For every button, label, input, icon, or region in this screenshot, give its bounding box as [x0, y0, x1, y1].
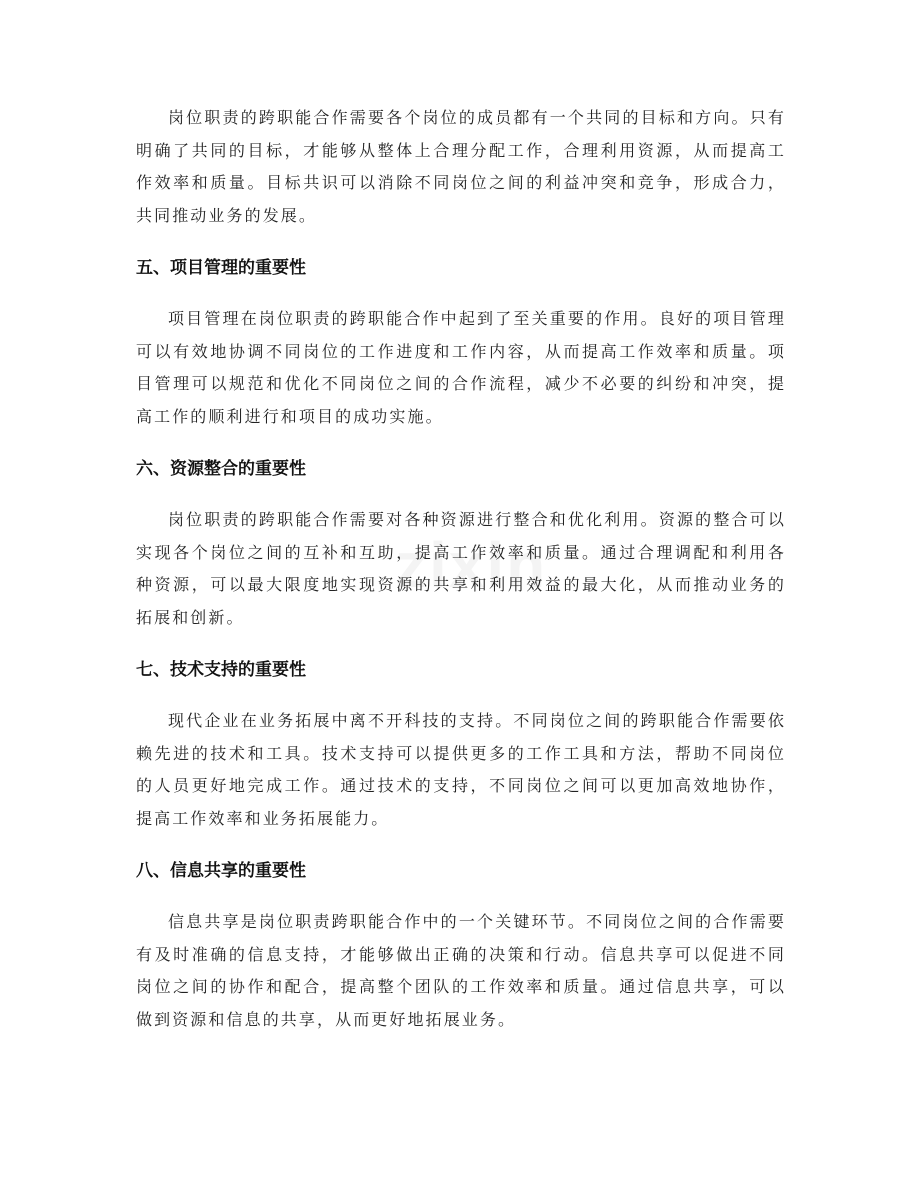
paragraph-resource-integration: 岗位职责的跨职能合作需要对各种资源进行整合和优化利用。资源的整合可以实现各个岗位之间的互补和互助，提高工作效率和质量。通过合理调配和利用各种资源，可以最大限度地实现资源的共享和利用效益的最大化，从而推动业务的拓展和创新。: [136, 510, 786, 627]
paragraph-technical-support: 现代企业在业务拓展中离不开科技的支持。不同岗位之间的跨职能合作需要依赖先进的技术和工具。技术支持可以提供更多的工作工具和方法，帮助不同岗位的人员更好地完成工作。通过技术的支持，不同岗位之间可以更加高效地协作，提高工作效率和业务拓展能力。: [136, 711, 786, 828]
heading-project-management: 五、项目管理的重要性: [136, 258, 306, 278]
document-page: [136, 102, 786, 1036]
heading-technical-support: 七、技术支持的重要性: [136, 660, 306, 680]
paragraph-project-management: 项目管理在岗位职责的跨职能合作中起到了至关重要的作用。良好的项目管理可以有效地协调不同岗位的工作进度和工作内容，从而提高工作效率和质量。项目管理可以规范和优化不同岗位之间的合作流程，减少不必要的纠纷和冲突，提高工作的顺利进行和项目的成功实施。: [136, 309, 786, 426]
heading-information-sharing: 八、信息共享的重要性: [136, 861, 306, 881]
heading-resource-integration: 六、资源整合的重要性: [136, 459, 306, 479]
paragraph-goal-consensus: 岗位职责的跨职能合作需要各个岗位的成员都有一个共同的目标和方向。只有明确了共同的目标，才能够从整体上合理分配工作，合理利用资源，从而提高工作效率和质量。目标共识可以消除不同岗位之间的利益冲突和竞争，形成合力，共同推动业务的发展。: [136, 108, 786, 225]
paragraph-information-sharing: 信息共享是岗位职责跨职能合作中的一个关键环节。不同岗位之间的合作需要有及时准确的信息支持，才能够做出正确的决策和行动。信息共享可以促进不同岗位之间的协作和配合，提高整个团队的工作效率和质量。通过信息共享，可以做到资源和信息的共享，从而更好地拓展业务。: [136, 912, 786, 1029]
